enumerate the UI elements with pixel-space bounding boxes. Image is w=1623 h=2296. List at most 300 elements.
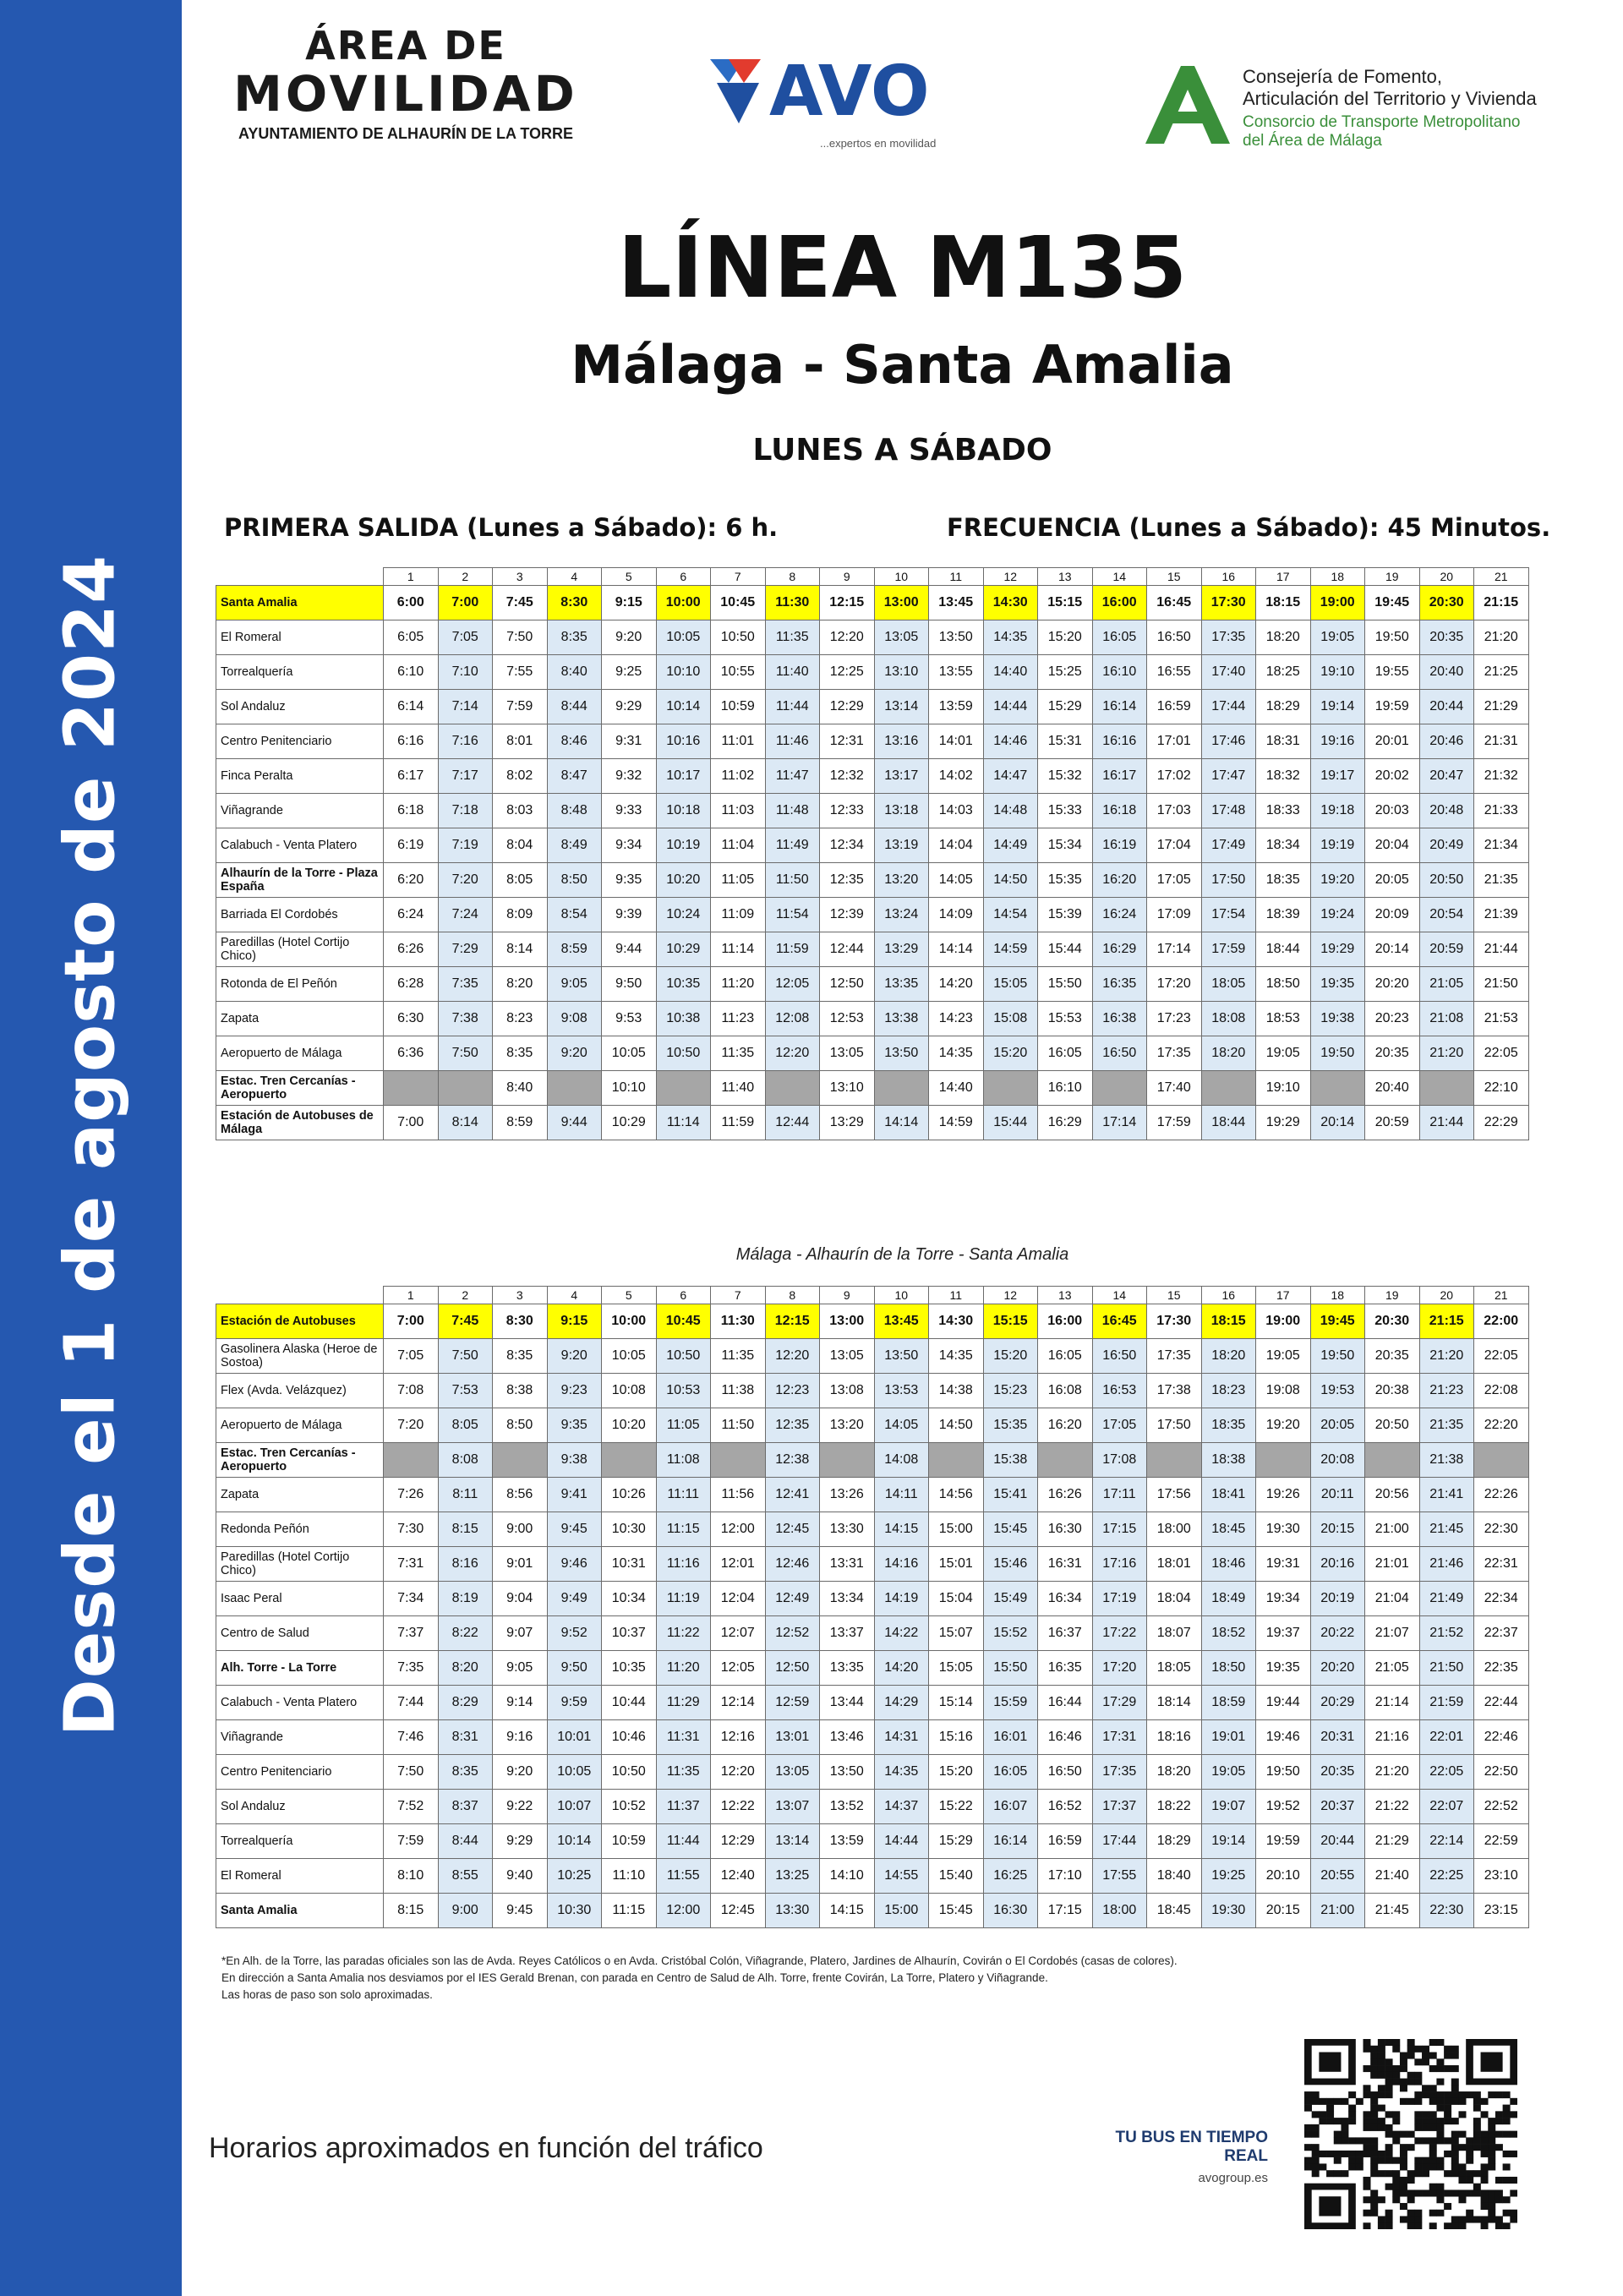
time-cell: 15:20	[1038, 620, 1093, 655]
time-cell: 22:37	[1474, 1616, 1529, 1651]
time-cell: 19:30	[1201, 1894, 1256, 1928]
trip-number: 15	[1147, 568, 1202, 586]
time-cell: 7:10	[438, 655, 493, 690]
time-cell: 21:32	[1474, 759, 1529, 794]
time-cell: 19:30	[1256, 1512, 1311, 1547]
time-cell: 14:01	[929, 724, 984, 759]
time-cell: 21:39	[1474, 898, 1529, 932]
time-cell: 21:50	[1474, 967, 1529, 1002]
time-cell: 11:38	[711, 1374, 766, 1408]
no-service-cell	[765, 1071, 820, 1106]
time-cell: 22:46	[1474, 1720, 1529, 1755]
time-cell: 11:30	[711, 1304, 766, 1339]
time-cell: 15:04	[929, 1582, 984, 1616]
time-cell: 6:19	[384, 828, 439, 863]
time-cell: 23:10	[1474, 1859, 1529, 1894]
time-cell: 8:49	[547, 828, 602, 863]
time-cell: 9:53	[602, 1002, 657, 1036]
time-cell: 18:08	[1201, 1002, 1256, 1036]
time-cell: 19:20	[1256, 1408, 1311, 1443]
time-cell: 13:59	[820, 1824, 875, 1859]
time-cell: 7:00	[384, 1304, 439, 1339]
stop-name: Viñagrande	[216, 1720, 384, 1755]
table-row	[216, 1106, 1529, 1140]
table-row	[216, 655, 1529, 690]
time-cell: 14:14	[874, 1106, 929, 1140]
time-cell: 22:35	[1474, 1651, 1529, 1686]
time-cell: 15:16	[929, 1720, 984, 1755]
time-cell: 12:15	[765, 1304, 820, 1339]
time-cell: 13:45	[874, 1304, 929, 1339]
time-cell: 20:56	[1365, 1478, 1420, 1512]
table-row	[216, 1616, 1529, 1651]
table-row	[216, 1512, 1529, 1547]
time-cell: 18:16	[1147, 1720, 1202, 1755]
time-cell: 18:50	[1256, 967, 1311, 1002]
time-cell: 19:05	[1310, 620, 1365, 655]
trip-number: 17	[1256, 1287, 1311, 1304]
time-cell: 7:46	[384, 1720, 439, 1755]
time-cell: 20:29	[1310, 1686, 1365, 1720]
time-cell: 21:45	[1419, 1512, 1474, 1547]
time-cell: 15:31	[1038, 724, 1093, 759]
time-cell: 9:01	[493, 1547, 548, 1582]
time-cell: 16:59	[1038, 1824, 1093, 1859]
time-cell: 16:05	[1038, 1339, 1093, 1374]
time-cell: 9:59	[547, 1686, 602, 1720]
time-cell: 18:20	[1256, 620, 1311, 655]
table-row	[216, 586, 1529, 620]
time-cell: 17:09	[1147, 898, 1202, 932]
time-cell: 11:40	[711, 1071, 766, 1106]
time-cell: 13:59	[929, 690, 984, 724]
time-cell: 15:14	[929, 1686, 984, 1720]
time-cell: 18:31	[1256, 724, 1311, 759]
time-cell: 15:59	[983, 1686, 1038, 1720]
time-cell: 19:59	[1365, 690, 1420, 724]
time-cell: 9:20	[547, 1036, 602, 1071]
area-movilidad-logo: ÁREA DE MOVILIDAD AYUNTAMIENTO DE ALHAURÍN DE LA TORRE	[233, 23, 578, 142]
trip-number: 7	[711, 568, 766, 586]
time-cell: 20:05	[1365, 863, 1420, 898]
time-cell: 19:55	[1365, 655, 1420, 690]
time-cell: 7:55	[493, 655, 548, 690]
time-cell: 15:45	[929, 1894, 984, 1928]
time-cell: 14:15	[874, 1512, 929, 1547]
time-cell: 17:01	[1147, 724, 1202, 759]
time-cell: 13:20	[874, 863, 929, 898]
time-cell: 16:10	[1092, 655, 1147, 690]
stop-name: Sol Andaluz	[216, 690, 384, 724]
time-cell: 12:20	[765, 1339, 820, 1374]
trip-number: 11	[929, 568, 984, 586]
time-cell: 15:05	[929, 1651, 984, 1686]
time-cell: 7:30	[384, 1512, 439, 1547]
time-cell: 19:50	[1310, 1339, 1365, 1374]
time-cell: 8:48	[547, 794, 602, 828]
time-cell: 11:30	[765, 586, 820, 620]
time-cell: 17:19	[1092, 1582, 1147, 1616]
time-cell: 18:01	[1147, 1547, 1202, 1582]
time-cell: 18:34	[1256, 828, 1311, 863]
time-cell: 8:16	[438, 1547, 493, 1582]
time-cell: 10:35	[602, 1651, 657, 1686]
time-cell: 9:41	[547, 1478, 602, 1512]
time-cell: 21:15	[1419, 1304, 1474, 1339]
time-cell: 10:52	[602, 1790, 657, 1824]
time-cell: 13:07	[765, 1790, 820, 1824]
trip-number: 10	[874, 568, 929, 586]
time-cell: 20:40	[1419, 655, 1474, 690]
time-cell: 18:23	[1201, 1374, 1256, 1408]
time-cell: 8:02	[493, 759, 548, 794]
time-cell: 14:40	[983, 655, 1038, 690]
time-cell: 21:08	[1419, 1002, 1474, 1036]
time-cell: 22:34	[1474, 1582, 1529, 1616]
time-cell: 10:20	[656, 863, 711, 898]
time-cell: 12:40	[711, 1859, 766, 1894]
time-cell: 10:05	[656, 620, 711, 655]
time-cell: 8:35	[438, 1755, 493, 1790]
time-cell: 9:15	[602, 586, 657, 620]
time-cell: 9:33	[602, 794, 657, 828]
time-cell: 6:28	[384, 967, 439, 1002]
time-cell: 22:59	[1474, 1824, 1529, 1859]
stop-name: Torrealquería	[216, 655, 384, 690]
time-cell: 16:44	[1038, 1686, 1093, 1720]
time-cell: 21:05	[1365, 1651, 1420, 1686]
time-cell: 10:59	[602, 1824, 657, 1859]
time-cell: 14:11	[874, 1478, 929, 1512]
qr-code-icon[interactable]	[1304, 2039, 1517, 2229]
time-cell: 11:37	[656, 1790, 711, 1824]
time-cell: 19:46	[1256, 1720, 1311, 1755]
time-cell: 17:20	[1092, 1651, 1147, 1686]
time-cell: 19:16	[1310, 724, 1365, 759]
time-cell: 6:00	[384, 586, 439, 620]
time-cell: 18:25	[1256, 655, 1311, 690]
time-cell: 14:02	[929, 759, 984, 794]
time-cell: 18:20	[1201, 1339, 1256, 1374]
time-cell: 18:15	[1256, 586, 1311, 620]
table-row	[216, 1002, 1529, 1036]
time-cell: 13:14	[874, 690, 929, 724]
time-cell: 17:22	[1092, 1616, 1147, 1651]
time-cell: 17:35	[1201, 620, 1256, 655]
stop-name: Santa Amalia	[216, 1894, 384, 1928]
time-cell: 21:25	[1474, 655, 1529, 690]
time-cell: 11:03	[711, 794, 766, 828]
time-cell: 13:31	[820, 1547, 875, 1582]
time-cell: 18:29	[1147, 1824, 1202, 1859]
time-cell: 9:20	[547, 1339, 602, 1374]
time-cell: 17:49	[1201, 828, 1256, 863]
no-service-cell	[1365, 1443, 1420, 1478]
time-cell: 20:54	[1419, 898, 1474, 932]
time-cell: 14:19	[874, 1582, 929, 1616]
trip-number: 21	[1474, 568, 1529, 586]
time-cell: 19:20	[1310, 863, 1365, 898]
time-cell: 13:55	[929, 655, 984, 690]
time-cell: 13:45	[929, 586, 984, 620]
time-cell: 11:49	[765, 828, 820, 863]
time-cell: 21:20	[1419, 1339, 1474, 1374]
time-cell: 16:10	[1038, 1071, 1093, 1106]
time-cell: 8:50	[493, 1408, 548, 1443]
time-cell: 21:20	[1419, 1036, 1474, 1071]
time-cell: 14:37	[874, 1790, 929, 1824]
table-row	[216, 1374, 1529, 1408]
time-cell: 11:47	[765, 759, 820, 794]
time-cell: 7:31	[384, 1547, 439, 1582]
table-row	[216, 863, 1529, 898]
time-cell: 8:23	[493, 1002, 548, 1036]
time-cell: 15:29	[929, 1824, 984, 1859]
time-cell: 8:44	[438, 1824, 493, 1859]
table-row	[216, 1651, 1529, 1686]
time-cell: 21:29	[1365, 1824, 1420, 1859]
table-row	[216, 1790, 1529, 1824]
time-cell: 18:20	[1201, 1036, 1256, 1071]
time-cell: 21:15	[1474, 586, 1529, 620]
table-row	[216, 620, 1529, 655]
time-cell: 18:50	[1201, 1651, 1256, 1686]
time-cell: 8:55	[438, 1859, 493, 1894]
time-cell: 15:07	[929, 1616, 984, 1651]
time-cell: 19:18	[1310, 794, 1365, 828]
time-cell: 7:29	[438, 932, 493, 967]
table-row	[216, 1339, 1529, 1374]
trip-number: 16	[1201, 1287, 1256, 1304]
stop-name: Aeropuerto de Málaga	[216, 1408, 384, 1443]
time-cell: 10:50	[656, 1036, 711, 1071]
time-cell: 21:29	[1474, 690, 1529, 724]
time-cell: 11:01	[711, 724, 766, 759]
time-cell: 16:29	[1038, 1106, 1093, 1140]
no-service-cell	[874, 1071, 929, 1106]
no-service-cell	[1474, 1443, 1529, 1478]
time-cell: 11:50	[711, 1408, 766, 1443]
time-cell: 11:20	[711, 967, 766, 1002]
time-cell: 11:20	[656, 1651, 711, 1686]
time-cell: 14:59	[929, 1106, 984, 1140]
header-blank	[216, 1287, 384, 1304]
time-cell: 19:25	[1201, 1859, 1256, 1894]
time-cell: 20:35	[1365, 1036, 1420, 1071]
time-cell: 20:20	[1310, 1651, 1365, 1686]
time-cell: 8:56	[493, 1478, 548, 1512]
time-cell: 13:46	[820, 1720, 875, 1755]
time-cell: 21:40	[1365, 1859, 1420, 1894]
time-cell: 11:44	[656, 1824, 711, 1859]
time-cell: 21:59	[1419, 1686, 1474, 1720]
time-cell: 7:05	[384, 1339, 439, 1374]
time-cell: 20:47	[1419, 759, 1474, 794]
realtime-label: TU BUS EN TIEMPO REAL	[1115, 2129, 1268, 2165]
time-cell: 17:40	[1201, 655, 1256, 690]
time-cell: 19:01	[1201, 1720, 1256, 1755]
table-row	[216, 759, 1529, 794]
time-cell: 18:53	[1256, 1002, 1311, 1036]
time-cell: 20:31	[1310, 1720, 1365, 1755]
no-service-cell	[929, 1443, 984, 1478]
time-cell: 17:14	[1092, 1106, 1147, 1140]
time-cell: 14:05	[874, 1408, 929, 1443]
time-cell: 7:37	[384, 1616, 439, 1651]
time-cell: 16:08	[1038, 1374, 1093, 1408]
time-cell: 11:48	[765, 794, 820, 828]
time-cell: 16:55	[1147, 655, 1202, 690]
time-cell: 17:56	[1147, 1478, 1202, 1512]
time-cell: 18:14	[1147, 1686, 1202, 1720]
stop-name: El Romeral	[216, 1859, 384, 1894]
time-cell: 10:00	[602, 1304, 657, 1339]
time-cell: 20:08	[1310, 1443, 1365, 1478]
time-cell: 12:32	[820, 759, 875, 794]
time-cell: 17:10	[1038, 1859, 1093, 1894]
time-cell: 14:14	[929, 932, 984, 967]
time-cell: 11:22	[656, 1616, 711, 1651]
trip-number: 11	[929, 1287, 984, 1304]
time-cell: 14:44	[983, 690, 1038, 724]
time-cell: 19:37	[1256, 1616, 1311, 1651]
time-cell: 12:35	[765, 1408, 820, 1443]
table-row	[216, 1443, 1529, 1478]
time-cell: 7:50	[384, 1755, 439, 1790]
trip-number: 16	[1201, 568, 1256, 586]
time-cell: 6:17	[384, 759, 439, 794]
trip-number: 4	[547, 568, 602, 586]
stop-name: Torrealquería	[216, 1824, 384, 1859]
time-cell: 15:23	[983, 1374, 1038, 1408]
time-cell: 9:16	[493, 1720, 548, 1755]
time-cell: 15:08	[983, 1002, 1038, 1036]
time-cell: 18:32	[1256, 759, 1311, 794]
time-cell: 21:00	[1310, 1894, 1365, 1928]
time-cell: 10:31	[602, 1547, 657, 1582]
time-cell: 11:29	[656, 1686, 711, 1720]
trip-number: 20	[1419, 568, 1474, 586]
time-cell: 14:10	[820, 1859, 875, 1894]
time-cell: 15:32	[1038, 759, 1093, 794]
time-cell: 19:31	[1256, 1547, 1311, 1582]
time-cell: 10:14	[547, 1824, 602, 1859]
sidebar-band	[0, 0, 182, 2296]
time-cell: 21:01	[1365, 1547, 1420, 1582]
time-cell: 11:44	[765, 690, 820, 724]
time-cell: 14:03	[929, 794, 984, 828]
time-cell: 14:35	[929, 1339, 984, 1374]
time-cell: 19:50	[1365, 620, 1420, 655]
time-cell: 10:34	[602, 1582, 657, 1616]
time-cell: 15:35	[983, 1408, 1038, 1443]
time-cell: 13:34	[820, 1582, 875, 1616]
table-row	[216, 1582, 1529, 1616]
time-cell: 19:35	[1256, 1651, 1311, 1686]
time-cell: 10:18	[656, 794, 711, 828]
table2-title: Málaga - Alhaurín de la Torre - Santa Amalia	[735, 1245, 1069, 1264]
time-cell: 15:53	[1038, 1002, 1093, 1036]
trip-number: 21	[1474, 1287, 1529, 1304]
time-cell: 11:35	[765, 620, 820, 655]
time-cell: 8:37	[438, 1790, 493, 1824]
time-cell: 9:35	[547, 1408, 602, 1443]
time-cell: 12:00	[711, 1512, 766, 1547]
time-cell: 18:29	[1256, 690, 1311, 724]
time-cell: 10:05	[602, 1339, 657, 1374]
time-cell: 12:20	[765, 1036, 820, 1071]
time-cell: 20:59	[1419, 932, 1474, 967]
time-cell: 7:52	[384, 1790, 439, 1824]
time-cell: 16:00	[1092, 586, 1147, 620]
time-cell: 12:49	[765, 1582, 820, 1616]
time-cell: 10:05	[547, 1755, 602, 1790]
time-cell: 14:23	[929, 1002, 984, 1036]
time-cell: 23:15	[1474, 1894, 1529, 1928]
line-title: LÍNEA M135	[617, 218, 1188, 317]
time-cell: 10:17	[656, 759, 711, 794]
time-cell: 17:47	[1201, 759, 1256, 794]
trip-number: 9	[820, 1287, 875, 1304]
time-cell: 11:59	[765, 932, 820, 967]
time-cell: 7:45	[438, 1304, 493, 1339]
time-cell: 19:59	[1256, 1824, 1311, 1859]
time-cell: 19:05	[1256, 1339, 1311, 1374]
time-cell: 15:29	[1038, 690, 1093, 724]
time-cell: 8:15	[438, 1512, 493, 1547]
time-cell: 11:31	[656, 1720, 711, 1755]
time-cell: 12:45	[711, 1894, 766, 1928]
time-cell: 18:22	[1147, 1790, 1202, 1824]
no-service-cell	[1310, 1071, 1365, 1106]
time-cell: 8:09	[493, 898, 548, 932]
avo-logo-mark	[710, 49, 964, 142]
time-cell: 17:40	[1147, 1071, 1202, 1106]
time-cell: 19:14	[1201, 1824, 1256, 1859]
time-cell: 20:50	[1419, 863, 1474, 898]
time-cell: 9:14	[493, 1686, 548, 1720]
time-cell: 16:14	[983, 1824, 1038, 1859]
time-cell: 15:15	[1038, 586, 1093, 620]
time-cell: 17:54	[1201, 898, 1256, 932]
time-cell: 14:30	[983, 586, 1038, 620]
time-cell: 17:16	[1092, 1547, 1147, 1582]
time-cell: 8:31	[438, 1720, 493, 1755]
table-row	[216, 1686, 1529, 1720]
time-cell: 21:16	[1365, 1720, 1420, 1755]
time-cell: 21:35	[1419, 1408, 1474, 1443]
time-cell: 7:24	[438, 898, 493, 932]
time-cell: 22:31	[1474, 1547, 1529, 1582]
time-cell: 8:50	[547, 863, 602, 898]
trip-number: 5	[602, 1287, 657, 1304]
time-cell: 9:49	[547, 1582, 602, 1616]
time-cell: 10:30	[602, 1512, 657, 1547]
time-cell: 19:19	[1310, 828, 1365, 863]
time-cell: 20:15	[1310, 1512, 1365, 1547]
trip-number: 15	[1147, 1287, 1202, 1304]
time-cell: 9:35	[602, 863, 657, 898]
time-cell: 9:39	[602, 898, 657, 932]
time-cell: 19:08	[1256, 1374, 1311, 1408]
time-cell: 11:40	[765, 655, 820, 690]
time-cell: 19:14	[1310, 690, 1365, 724]
trip-number: 1	[384, 568, 439, 586]
no-service-cell	[1419, 1071, 1474, 1106]
time-cell: 10:25	[547, 1859, 602, 1894]
time-cell: 11:08	[656, 1443, 711, 1478]
time-cell: 20:05	[1310, 1408, 1365, 1443]
